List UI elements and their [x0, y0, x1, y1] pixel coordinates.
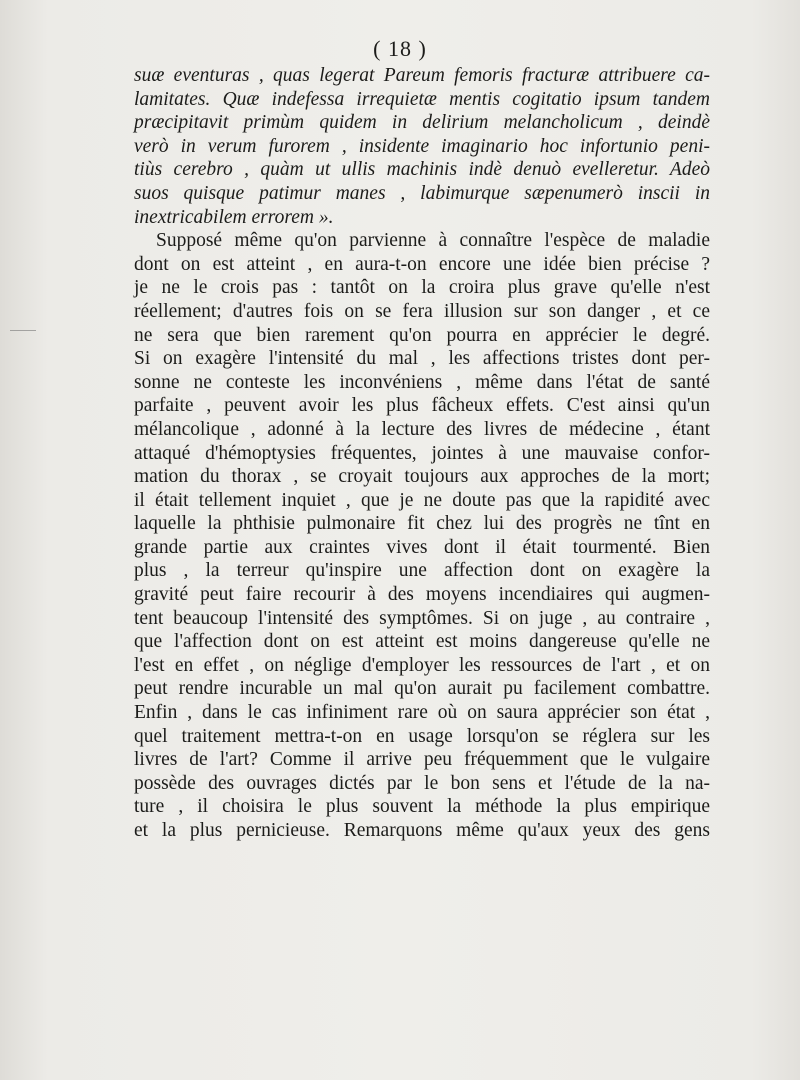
text-line: sonne ne conteste les inconvéniens , même dans l'état de santé	[134, 371, 710, 393]
text-line: mation du thorax , se croyait toujours aux approches de la mort;	[134, 466, 710, 488]
text-line: je ne le crois pas : tantôt on la croira plus grave qu'elle n'est	[134, 277, 710, 299]
text-line: gravité peut faire recourir à des moyens incendiaires qui augmen-	[134, 584, 710, 606]
text-line: lamitates. Quæ indefessa irrequietæ mentis cogitatio ipsum tandem	[134, 88, 710, 110]
text-line: tent beaucoup l'intensité des symptômes. Si on juge , au contraire ,	[134, 607, 710, 629]
text-line: laquelle la phthisie pulmonaire fit chez lui des progrès ne tînt en	[134, 513, 710, 535]
latin-quote	[134, 64, 710, 229]
text-line: mélancolique , adonné à la lecture des livres de médecine , étant	[134, 418, 710, 440]
text-line: peut rendre incurable un mal qu'on aurait pu facilement combattre.	[134, 678, 710, 700]
text-line: il était tellement inquiet , que je ne doute pas que la rapidité avec	[134, 489, 710, 511]
text-line: grande partie aux craintes vives dont il était tourmenté. Bien	[134, 536, 710, 558]
text-line: dont on est atteint , en aura-t-on encore une idée bien précise ?	[134, 253, 710, 275]
text-line: inextricabilem errorem ».	[134, 206, 334, 228]
text-line: suos quisque patimur manes , labimurque sæpenumerò inscii in	[134, 182, 710, 204]
text-line: parfaite , peuvent avoir les plus fâcheux effets. C'est ainsi qu'un	[134, 395, 710, 417]
text-line: præcipitavit primùm quidem in delirium melancholicum , deindè	[134, 112, 710, 134]
page-number: ( 18 )	[373, 36, 427, 61]
text-line: l'est en effet , on néglige d'employer les ressources de l'art , et on	[134, 654, 710, 676]
text-line: et la plus pernicieuse. Remarquons même qu'aux yeux des gens	[134, 820, 710, 841]
text-line: possède des ouvrages dictés par le bon sens et l'étude de la na-	[134, 772, 710, 794]
text-line: quel traitement mettra-t-on en usage lorsqu'on se réglera sur les	[134, 725, 710, 747]
text-line: ture , il choisira le plus souvent la méthode la plus empirique	[134, 796, 710, 818]
text-line: Si on exagère l'intensité du mal , les affections tristes dont per-	[134, 348, 710, 370]
text-line: que l'affection dont on est atteint est moins dangereuse qu'elle ne	[134, 631, 710, 653]
text-line: attaqué d'hémoptysies fréquentes, jointes à une mauvaise confor-	[134, 442, 710, 464]
text-line: ne sera que bien rarement qu'on pourra en apprécier le degré.	[134, 324, 710, 346]
text-line: Enfin , dans le cas infiniment rare où on saura apprécier son état ,	[134, 702, 710, 724]
text-line: verò in verum furorem , insidente imaginario hoc infortunio peni-	[134, 135, 710, 157]
body-text	[134, 64, 710, 843]
text-line: suæ eventuras , quas legerat Pareum femoris fracturæ attribuere ca-	[134, 65, 710, 86]
text-line: Supposé même qu'on parvienne à connaître l'espèce de maladie	[156, 230, 710, 252]
text-line: livres de l'art? Comme il arrive peu fréquemment que le vulgaire	[134, 749, 710, 771]
text-line: plus , la terreur qu'inspire une affection dont on exagère la	[134, 560, 710, 582]
text-line: réellement; d'autres fois on se fera illusion sur son danger , et ce	[134, 300, 710, 322]
margin-tick-mark	[10, 330, 36, 331]
text-line: tiùs cerebro , quàm ut ullis machinis indè denuò evelleretur. Adeò	[134, 159, 710, 181]
french-paragraph	[134, 229, 710, 842]
